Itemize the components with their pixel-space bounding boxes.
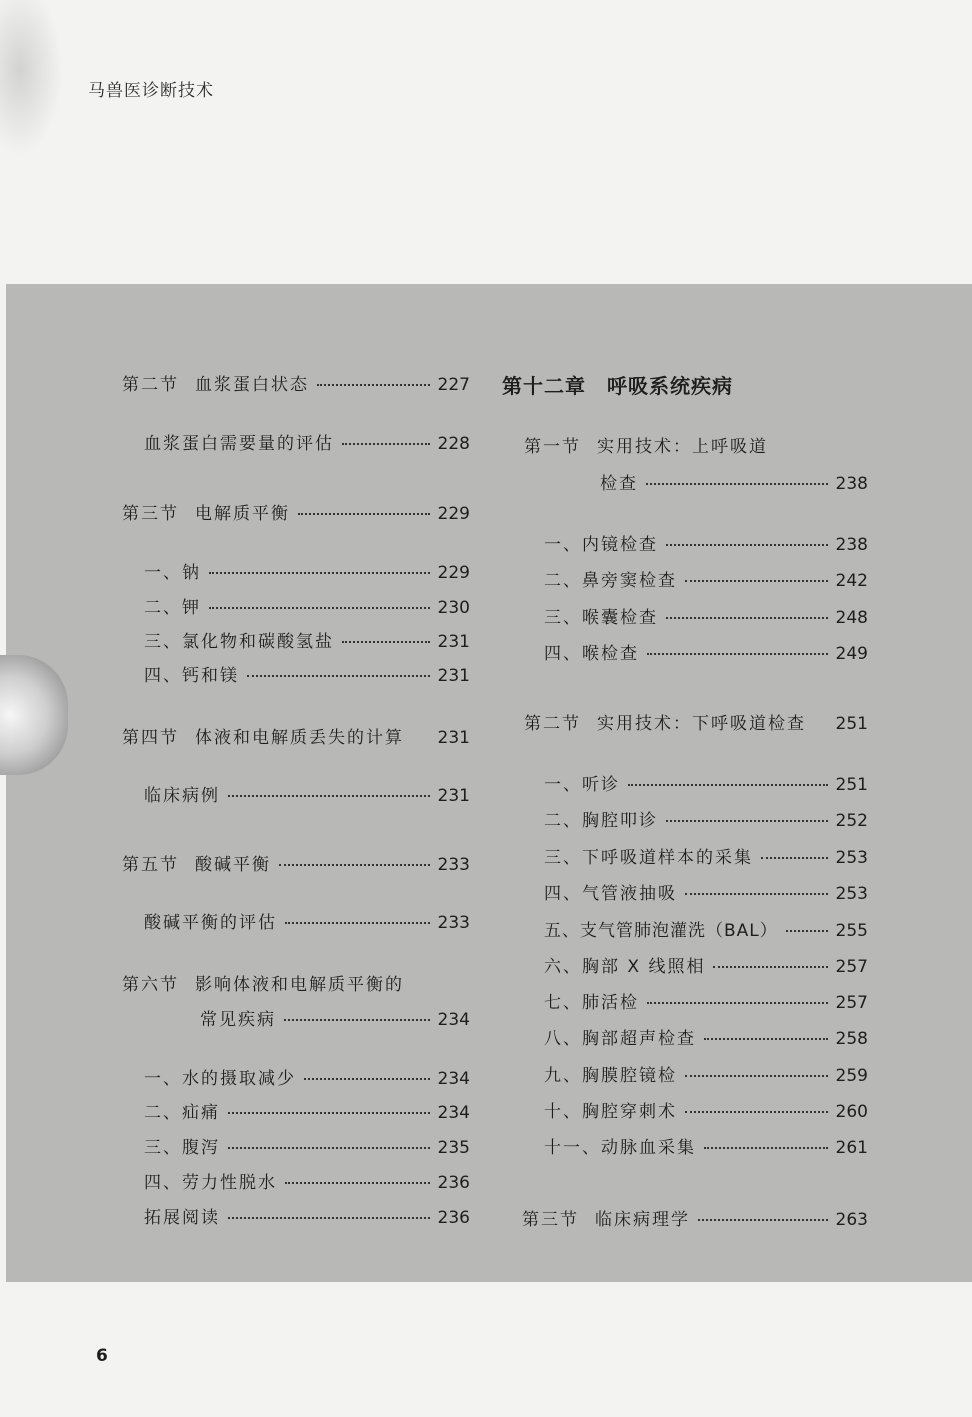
toc-entry[interactable] — [544, 1097, 868, 1122]
page-ref: 231 — [437, 632, 470, 652]
toc-entry[interactable] — [122, 723, 470, 748]
leader-dots — [647, 653, 828, 655]
leader-dots — [698, 1219, 828, 1221]
leader-dots — [685, 1075, 828, 1077]
leader-dots — [628, 784, 828, 786]
leader-dots — [647, 1002, 828, 1004]
section-label: 第一节 — [524, 437, 581, 457]
toc-entry[interactable] — [144, 781, 470, 806]
page-ref: 231 — [437, 786, 470, 806]
toc-entry[interactable] — [144, 1168, 470, 1193]
page-ref: 258 — [835, 1029, 868, 1049]
leader-dots — [666, 544, 828, 546]
section-label: 第四节 — [122, 728, 179, 748]
page-ref: 255 — [835, 921, 868, 941]
leader-dots — [713, 966, 827, 968]
page-ref: 261 — [835, 1138, 868, 1158]
toc-entry[interactable] — [544, 770, 868, 795]
page-ref: 251 — [835, 714, 868, 734]
toc-entry[interactable] — [144, 908, 470, 933]
entry-title: 四、劳力性脱水 — [144, 1173, 277, 1193]
entry-title: 血浆蛋白需要量的评估 — [144, 434, 334, 454]
toc-entry[interactable] — [544, 1061, 868, 1086]
toc-entry-cont[interactable] — [600, 469, 868, 494]
entry-title: 四、喉检查 — [544, 644, 639, 664]
toc-entry-cont[interactable] — [200, 1005, 470, 1030]
toc-entry[interactable] — [544, 639, 868, 664]
page-ref: 253 — [835, 884, 868, 904]
page-ref: 234 — [437, 1069, 470, 1089]
leader-dots — [228, 795, 430, 797]
leader-dots — [228, 1147, 430, 1149]
page-ref: 234 — [437, 1010, 470, 1030]
toc-entry[interactable] — [544, 879, 868, 904]
page-ref: 231 — [437, 666, 470, 686]
page-ref: 230 — [437, 598, 470, 618]
page-ref: 251 — [835, 775, 868, 795]
page-ref: 257 — [835, 993, 868, 1013]
toc-entry[interactable] — [122, 970, 470, 995]
entry-title: 五、支气管肺泡灌洗（BAL） — [544, 921, 778, 941]
leader-dots — [704, 1038, 828, 1040]
page-ref: 236 — [437, 1208, 470, 1228]
leader-dots — [704, 1147, 828, 1149]
page-ref: 233 — [437, 913, 470, 933]
entry-title-cont: 检查 — [600, 474, 638, 494]
page-ref: 260 — [835, 1102, 868, 1122]
section-label: 第三节 — [122, 504, 179, 524]
leader-dots — [761, 857, 828, 859]
section-label: 第二节 — [524, 714, 581, 734]
toc-entry[interactable] — [524, 432, 868, 457]
leader-dots — [685, 893, 828, 895]
toc-entry[interactable] — [144, 593, 470, 618]
toc-entry[interactable] — [522, 1205, 868, 1230]
leader-dots — [786, 930, 828, 932]
entry-title: 三、喉囊检查 — [544, 608, 658, 628]
page-ref: 229 — [437, 563, 470, 583]
leader-dots — [342, 641, 430, 643]
toc-entry[interactable] — [144, 1064, 470, 1089]
leader-dots — [646, 483, 828, 485]
page-ref: 248 — [835, 608, 868, 628]
page-ref: 229 — [437, 504, 470, 524]
toc-entry[interactable] — [544, 530, 868, 555]
entry-title: 二、疝痛 — [144, 1103, 220, 1123]
leader-dots — [666, 617, 828, 619]
page-ref: 238 — [835, 474, 868, 494]
page-smudge — [0, 0, 70, 170]
leader-dots — [317, 384, 430, 386]
page-ref: 253 — [835, 848, 868, 868]
entry-title: 一、钠 — [144, 563, 201, 583]
entry-title: 十、胸腔穿刺术 — [544, 1102, 677, 1122]
page-ref: 259 — [835, 1066, 868, 1086]
leader-dots — [209, 572, 430, 574]
entry-title: 三、腹泻 — [144, 1138, 220, 1158]
entry-title: 十一、动脉血采集 — [544, 1138, 696, 1158]
entry-title: 影响体液和电解质平衡的 — [195, 975, 404, 995]
entry-title: 九、胸膜腔镜检 — [544, 1066, 677, 1086]
entry-title: 六、胸部 X 线照相 — [544, 957, 706, 977]
page-ref: 263 — [835, 1210, 868, 1230]
page-ref: 236 — [437, 1173, 470, 1193]
toc-entry[interactable] — [122, 499, 470, 524]
entry-title-cont: 常见疾病 — [200, 1010, 276, 1030]
leader-dots — [285, 1182, 430, 1184]
page-ref: 227 — [437, 375, 470, 395]
toc-entry[interactable] — [544, 952, 868, 977]
page-ref: 257 — [835, 957, 868, 977]
entry-title: 七、肺活检 — [544, 993, 639, 1013]
leader-dots — [304, 1078, 430, 1080]
entry-title: 拓展阅读 — [144, 1208, 220, 1228]
toc-entry[interactable] — [144, 1133, 470, 1158]
page-ref: 242 — [835, 571, 868, 591]
page-ref: 228 — [437, 434, 470, 454]
leader-dots — [209, 607, 430, 609]
entry-title: 八、胸部超声检查 — [544, 1029, 696, 1049]
entry-title: 二、鼻旁窦检查 — [544, 571, 677, 591]
toc-entry[interactable] — [544, 566, 868, 591]
toc-entry[interactable] — [544, 988, 868, 1013]
toc-entry[interactable] — [144, 1098, 470, 1123]
toc-entry[interactable] — [144, 1203, 470, 1228]
entry-title: 三、氯化物和碳酸氢盐 — [144, 632, 334, 652]
page-ref: 235 — [437, 1138, 470, 1158]
section-label: 第五节 — [122, 855, 179, 875]
page-ref: 233 — [437, 855, 470, 875]
leader-dots — [279, 864, 430, 866]
page-number: 6 — [96, 1346, 108, 1366]
leader-dots — [228, 1217, 430, 1219]
entry-title: 临床病理学 — [595, 1210, 690, 1230]
entry-title: 酸碱平衡的评估 — [144, 913, 277, 933]
running-head: 马兽医诊断技术 — [88, 81, 214, 101]
leader-dots — [666, 820, 828, 822]
leader-dots — [342, 443, 430, 445]
entry-title: 临床病例 — [144, 786, 220, 806]
entry-title: 血浆蛋白状态 — [195, 375, 309, 395]
toc-entry[interactable] — [122, 850, 470, 875]
entry-title: 实用技术：下呼吸道检查 — [597, 714, 806, 734]
page-ref: 249 — [835, 644, 868, 664]
toc-entry[interactable] — [144, 558, 470, 583]
toc-entry[interactable] — [544, 1133, 868, 1158]
entry-title: 二、胸腔叩诊 — [544, 811, 658, 831]
section-label: 第二节 — [122, 375, 179, 395]
toc-entry[interactable] — [122, 370, 470, 395]
entry-title: 一、听诊 — [544, 775, 620, 795]
toc-entry[interactable] — [544, 806, 868, 831]
toc-entry[interactable] — [144, 661, 470, 686]
entry-title: 酸碱平衡 — [195, 855, 271, 875]
leader-dots — [285, 922, 430, 924]
toc-entry[interactable] — [144, 627, 470, 652]
section-label: 第三节 — [522, 1210, 579, 1230]
entry-title: 二、钾 — [144, 598, 201, 618]
toc-entry[interactable] — [544, 603, 868, 628]
entry-title: 一、水的摄取减少 — [144, 1069, 296, 1089]
page-ref: 231 — [437, 728, 470, 748]
page-ref: 252 — [835, 811, 868, 831]
page-ref: 238 — [835, 535, 868, 555]
leader-dots — [284, 1019, 430, 1021]
leader-dots — [298, 513, 430, 515]
leader-dots — [685, 1111, 828, 1113]
entry-title: 三、下呼吸道样本的采集 — [544, 848, 753, 868]
entry-title: 体液和电解质丢失的计算 — [195, 728, 404, 748]
leader-dots — [247, 675, 430, 677]
chapter-title[interactable]: 第十二章 呼吸系统疾病 — [502, 374, 733, 398]
entry-title: 一、内镜检查 — [544, 535, 658, 555]
leader-dots — [685, 580, 828, 582]
toc-entry[interactable] — [144, 429, 470, 454]
entry-title: 电解质平衡 — [195, 504, 290, 524]
entry-title: 实用技术：上呼吸道 — [597, 437, 768, 457]
section-label: 第六节 — [122, 975, 179, 995]
toc-entry[interactable] — [544, 916, 868, 941]
toc-entry[interactable] — [524, 709, 868, 734]
leader-dots — [228, 1112, 430, 1114]
entry-title: 四、钙和镁 — [144, 666, 239, 686]
toc-entry[interactable] — [544, 1024, 868, 1049]
entry-title: 四、气管液抽吸 — [544, 884, 677, 904]
toc-entry[interactable] — [544, 843, 868, 868]
page-ref: 234 — [437, 1103, 470, 1123]
